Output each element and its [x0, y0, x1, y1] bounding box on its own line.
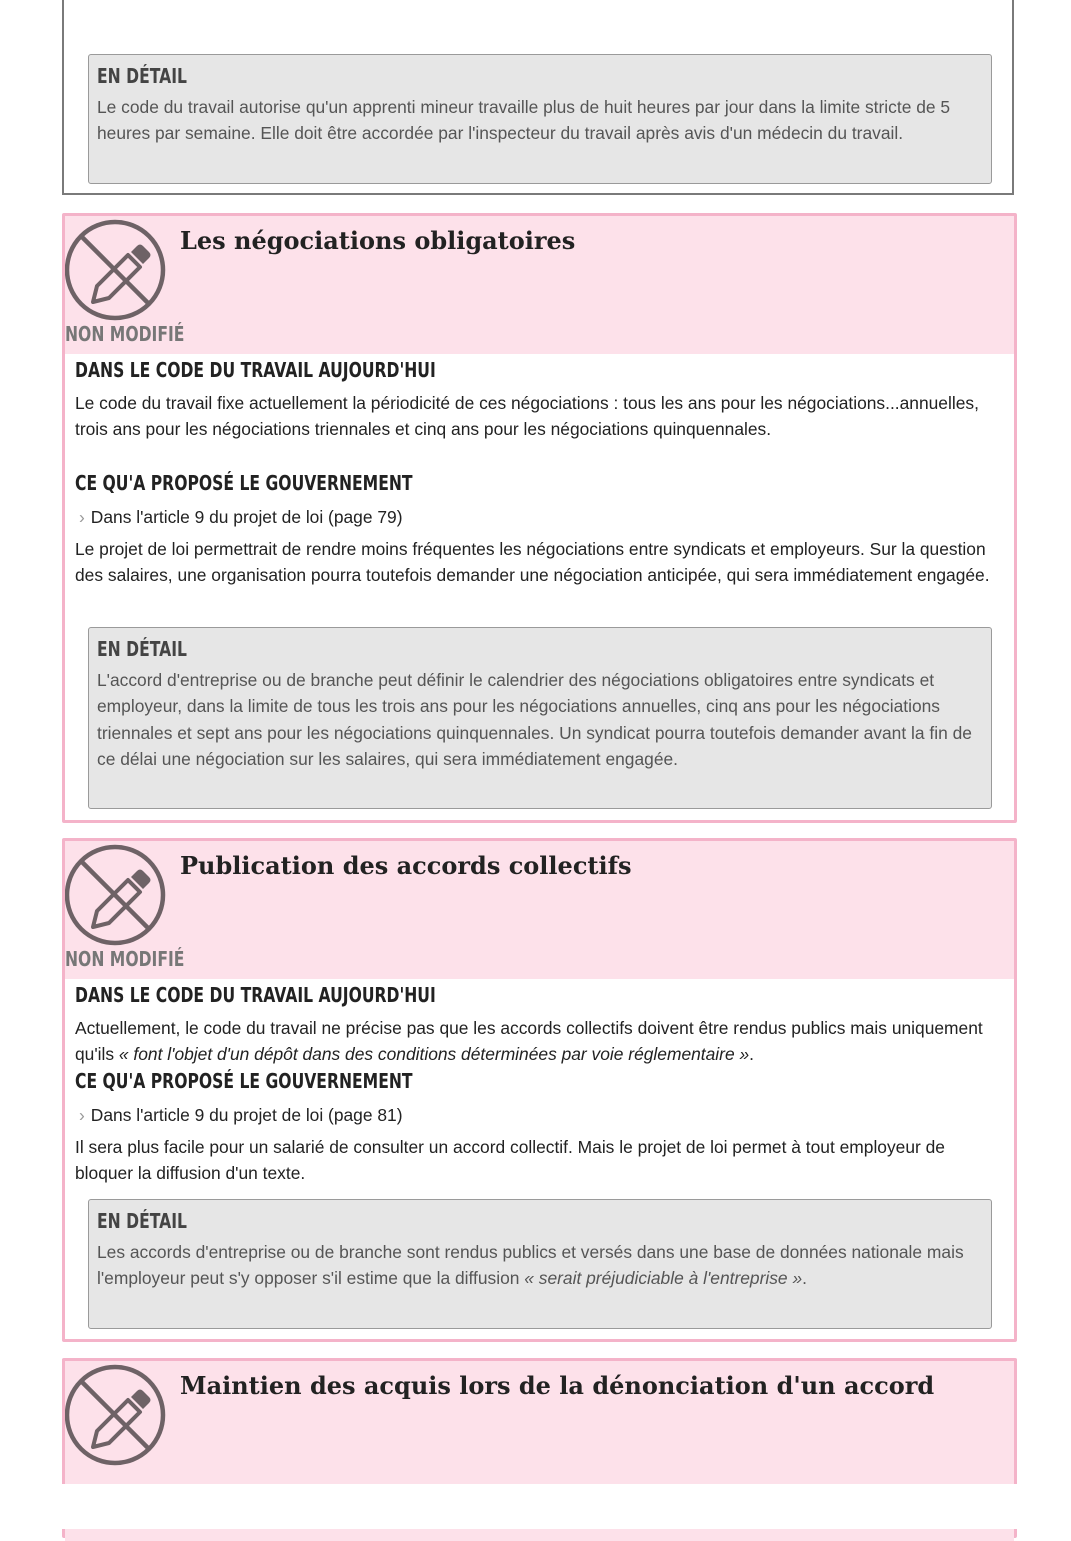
- card-header: [65, 841, 1014, 979]
- card-title: Maintien des acquis lors de la dénonciation d'un accord: [180, 1371, 935, 1400]
- quote: « font l'objet d'un dépôt dans des conditions déterminées par voie réglementaire »: [118, 1044, 750, 1065]
- no-edit-pencil-icon: [65, 1363, 169, 1467]
- card-title: Les négociations obligatoires: [180, 226, 576, 255]
- detail-text: Le code du travail autorise qu'un apprenti mineur travaille plus de huit heures par jour dans la limite stricte de 5 heures par semaine. Elle doit être accordée par l'inspecteur du travail après avis d'un médecin du travail.: [97, 97, 951, 144]
- reference-link[interactable]: [75, 1102, 403, 1128]
- quote: « serait préjudiciable à l'entreprise »: [524, 1268, 803, 1289]
- status-label: NON MODIFIÉ: [65, 947, 185, 971]
- page-bottom-margin: [0, 1484, 1071, 1529]
- proposal-text: Le projet de loi permettrait de rendre moins fréquentes les négociations entre syndicats et employeurs. Sur la question des salaires, une organisation pourra toutefois demander une négociation anticipée, qui sera immédiatement engagée.: [75, 539, 990, 586]
- chevron-right-icon: ›: [79, 507, 85, 527]
- proposal-label: CE QU'A PROPOSÉ LE GOUVERNEMENT: [75, 1069, 413, 1093]
- current-law-text: Actuellement, le code du travail ne précise pas que les accords collectifs doivent être rendus publics mais uniquement qu'ils « font l'objet d'un dépôt dans des conditions déterminées par voie réglementaire ».: [75, 1018, 983, 1065]
- reference-link[interactable]: [75, 504, 403, 530]
- current-law-text: Le code du travail fixe actuellement la périodicité de ces négociations : tous les ans pour les négociations...annuelles, trois ans pour les négociations triennales et cinq ans pour les négociations quinquennales.: [75, 393, 979, 440]
- proposal-label: CE QU'A PROPOSÉ LE GOUVERNEMENT: [75, 471, 413, 495]
- card-publication-accords: [62, 838, 1017, 1342]
- no-edit-pencil-icon: [65, 843, 169, 947]
- detail-box: [88, 54, 992, 184]
- card-header: [65, 216, 1014, 354]
- detail-title: EN DÉTAIL: [97, 64, 188, 88]
- current-law-label: DANS LE CODE DU TRAVAIL AUJOURD'HUI: [75, 358, 436, 382]
- card-negociations-obligatoires: [62, 213, 1017, 823]
- reference-text: Dans l'article 9 du projet de loi (page 79): [90, 507, 403, 527]
- detail-text: Les accords d'entreprise ou de branche sont rendus publics et versés dans une base de données nationale mais l'employeur peut s'y opposer s'il estime que la diffusion « serait préjudiciable à l'entreprise ».: [97, 1242, 964, 1289]
- card-title: Publication des accords collectifs: [180, 851, 632, 880]
- detail-title: EN DÉTAIL: [97, 1209, 188, 1233]
- proposal-text: Il sera plus facile pour un salarié de consulter un accord collectif. Mais le projet de loi permet à tout employeur de bloquer la diffusion d'un texte.: [75, 1137, 945, 1184]
- detail-box: [88, 627, 992, 809]
- status-label: NON MODIFIÉ: [65, 322, 185, 346]
- detail-title: EN DÉTAIL: [97, 637, 188, 661]
- reference-text: Dans l'article 9 du projet de loi (page 81): [90, 1105, 403, 1125]
- current-law-label: DANS LE CODE DU TRAVAIL AUJOURD'HUI: [75, 983, 436, 1007]
- no-edit-pencil-icon: [65, 218, 169, 322]
- detail-box: [88, 1199, 992, 1329]
- detail-text: L'accord d'entreprise ou de branche peut définir le calendrier des négociations obligatoires entre syndicats et employeur, dans la limite de tous les trois ans pour les négociations annuelles, cinq ans pour les négociations triennales et sept ans pour les négociations quinquennales. Un syndicat pourra toutefois demander avant la fin de ce délai une négociation sur les salaires, qui sera immédiatement engagée.: [97, 670, 972, 769]
- chevron-right-icon: ›: [79, 1105, 85, 1125]
